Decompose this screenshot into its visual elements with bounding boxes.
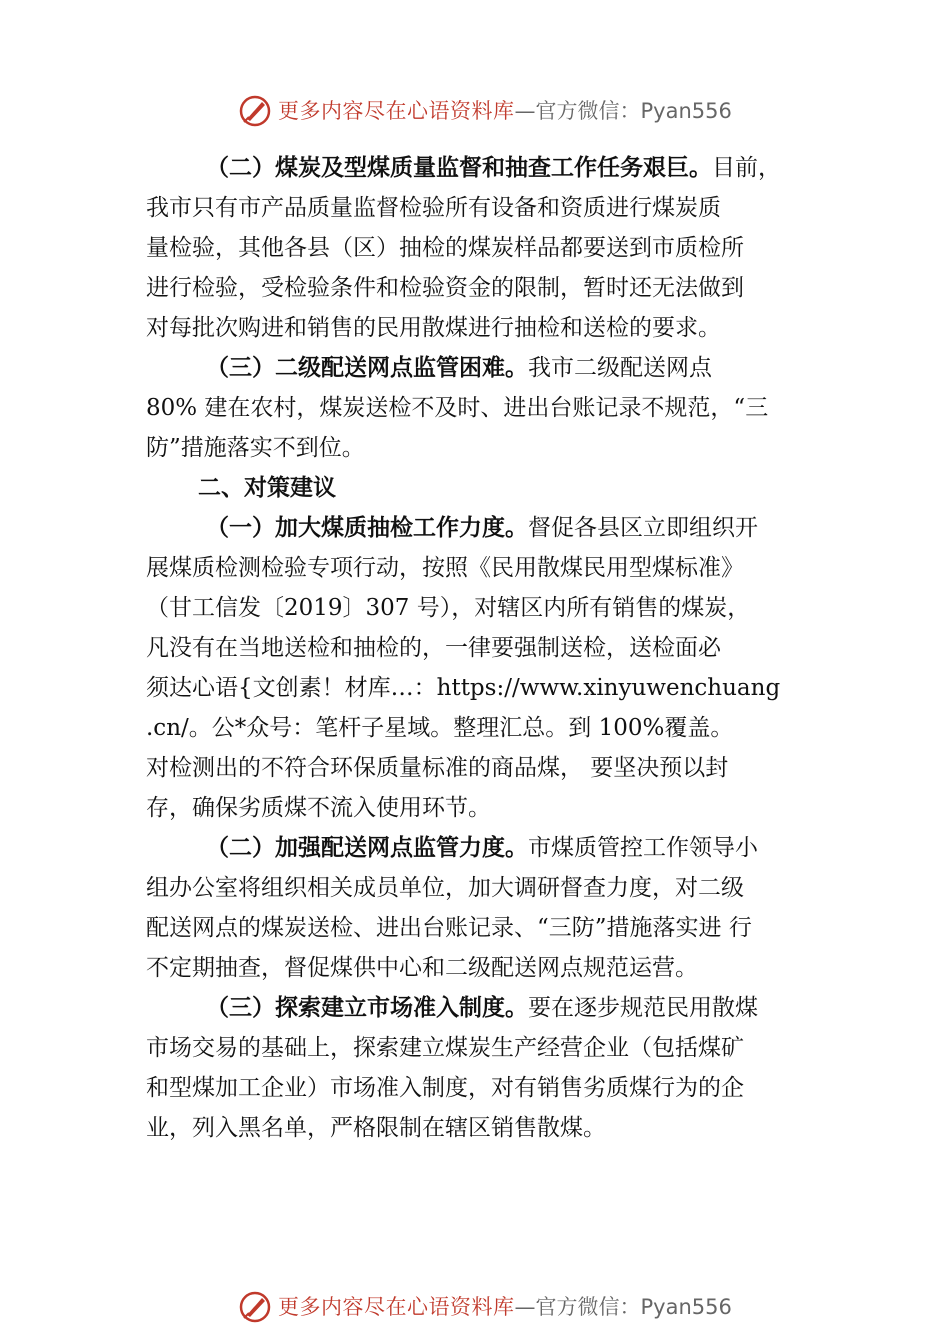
paragraph-lead: （三）二级配送网点监管困难。 [206, 355, 528, 381]
paragraph-line: 我市只有市产品质量监督检验所有设备和资质进行煤炭质 [146, 195, 721, 221]
paragraph-line [146, 148, 816, 188]
banner-text-red: 更多内容尽在心语资料库 [278, 99, 515, 123]
banner-text-red: 更多内容尽在心语资料库 [278, 1295, 515, 1319]
paragraph-lead: （一）加大煤质抽检工作力度。 [206, 515, 528, 541]
paragraph-line [146, 508, 816, 548]
paragraph-line: 市场交易的基础上，探索建立煤炭生产经营企业（包括煤矿 [146, 1035, 744, 1061]
paragraph-text: 我市二级配送网点 [528, 355, 712, 381]
paragraph-line: 须达心语{文创素！材库…：https://www.xinyuwenchuang [146, 675, 781, 701]
paragraph-lead: （二）煤炭及型煤质量监督和抽查工作任务艰巨。 [206, 155, 712, 181]
paragraph-text: 目前， [712, 155, 781, 181]
quill-logo-icon [238, 1290, 272, 1324]
document-body [146, 148, 816, 1148]
paragraph-line: 不定期抽查，督促煤供中心和二级配送网点规范运营。 [146, 955, 698, 981]
banner-text-gray: —官方微信：Pyan556 [514, 99, 732, 123]
paragraph-line: （甘工信发〔2019〕307 号），对辖区内所有销售的煤炭， [146, 595, 751, 621]
banner-text [278, 98, 732, 124]
paragraph-line: 配送网点的煤炭送检、进出台账记录、“三防”措施落实进 行 [146, 915, 752, 941]
paragraph-lead: （二）加强配送网点监管力度。 [206, 835, 528, 861]
paragraph-text: 要在逐步规范民用散煤 [528, 995, 758, 1021]
paragraph-line: 展煤质检测检验专项行动，按照《民用散煤民用型煤标准》 [146, 555, 744, 581]
paragraph-line: 进行检验，受检验条件和检验资金的限制，暂时还无法做到 [146, 275, 744, 301]
paragraph-line: 80% 建在农村，煤炭送检不及时、进出台账记录不规范，“三 [146, 395, 769, 421]
paragraph-line: 凡没有在当地送检和抽检的，一律要强制送检，送检面必 [146, 635, 721, 661]
paragraph-line: 防”措施落实不到位。 [146, 435, 365, 461]
paragraph-line [146, 348, 816, 388]
paragraph-line: 存，确保劣质煤不流入使用环节。 [146, 795, 491, 821]
watermark-banner-top [0, 94, 950, 134]
paragraph-line: 业，列入黑名单，严格限制在辖区销售散煤。 [146, 1115, 606, 1141]
section-heading: 二、对策建议 [198, 475, 336, 501]
paragraph-text: 督促各县区立即组织开 [528, 515, 758, 541]
paragraph-line [146, 988, 816, 1028]
paragraph-line [146, 828, 816, 868]
paragraph-line: .cn/。公*众号：笔杆子星域。整理汇总。到 100%覆盖。 [146, 715, 734, 741]
paragraph-line: 和型煤加工企业）市场准入制度，对有销售劣质煤行为的企 [146, 1075, 744, 1101]
paragraph-line: 组办公室将组织相关成员单位，加大调研督查力度，对二级 [146, 875, 744, 901]
paragraph-lead: （三）探索建立市场准入制度。 [206, 995, 528, 1021]
paragraph-line: 量检验，其他各县（区）抽检的煤炭样品都要送到市质检所 [146, 235, 744, 261]
paragraph-text: 市煤质管控工作领导小 [528, 835, 758, 861]
paragraph-line: 对检测出的不符合环保质量标准的商品煤， 要坚决预以封 [146, 755, 729, 781]
quill-logo-icon [238, 94, 272, 128]
banner-text-gray: —官方微信：Pyan556 [514, 1295, 732, 1319]
watermark-banner-bottom [0, 1290, 950, 1330]
banner-text [278, 1294, 732, 1320]
paragraph-line: 对每批次购进和销售的民用散煤进行抽检和送检的要求。 [146, 315, 721, 341]
